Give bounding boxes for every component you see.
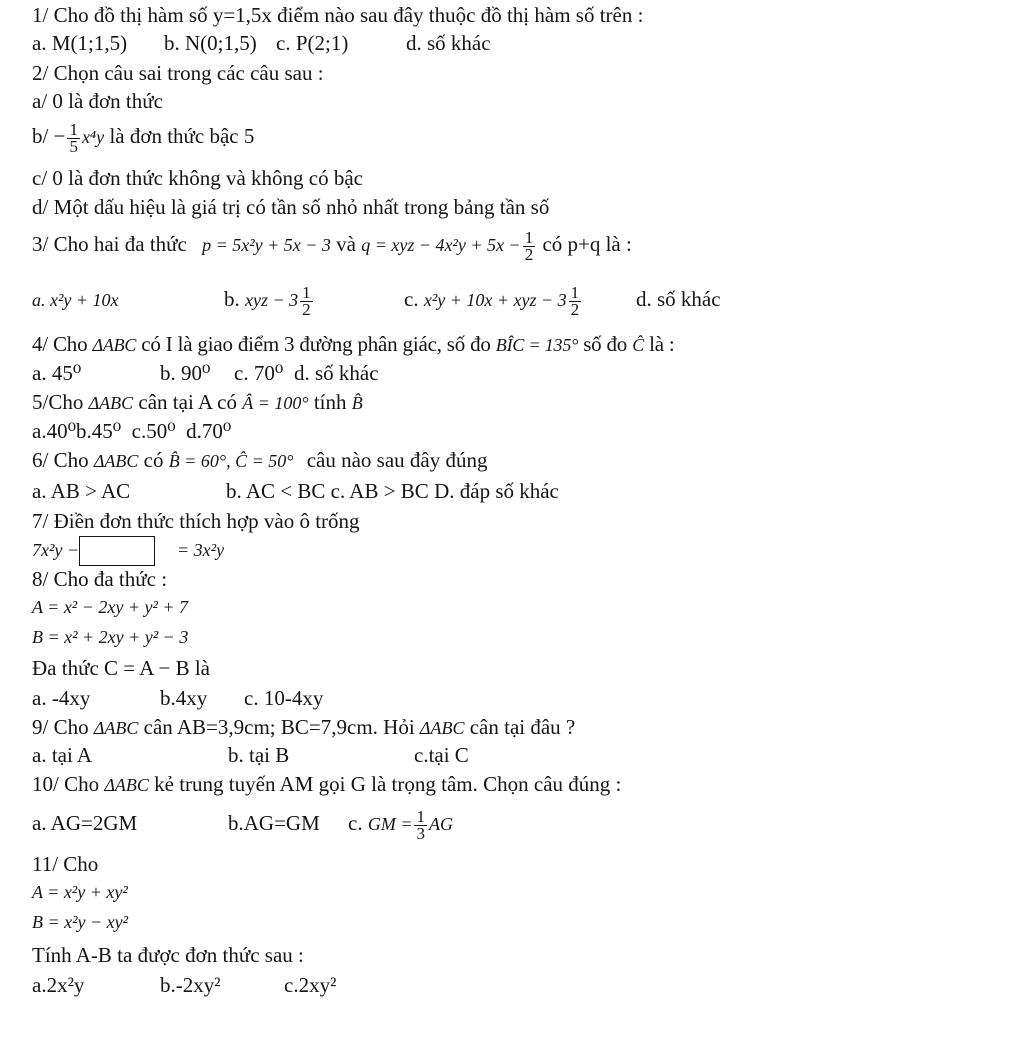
q6-text-start: 6/ Cho <box>32 448 89 472</box>
q11-ask: Tính A-B ta được đơn thức sau : <box>32 943 304 967</box>
q2-b-text: là đơn thức bậc 5 <box>109 124 255 148</box>
q7-left-expression: 7x²y − <box>32 540 80 560</box>
q5-options <box>32 418 231 444</box>
q6-angles: B̂ = 60°, Ĉ = 50° <box>168 451 294 471</box>
q8-option-b: b.4xy <box>160 686 208 710</box>
q11-options <box>32 972 336 998</box>
q10-text-start: 10/ Cho <box>32 772 100 796</box>
q10-triangle: ΔABC <box>104 775 149 795</box>
q5-text-end: tính <box>313 390 347 414</box>
q10-options <box>32 805 453 842</box>
q4-text-end: số đo <box>583 332 628 356</box>
q3-text <box>32 226 632 263</box>
q10-option-c <box>348 806 453 843</box>
q8-text: 8/ Cho đa thức : <box>32 567 168 591</box>
q2-b-expression: x⁴y <box>81 127 105 147</box>
q2-text: 2/ Chọn câu sai trong các câu sau : <box>32 61 324 85</box>
q1-options <box>32 30 491 56</box>
fraction-denominator: 3 <box>416 823 425 843</box>
q2-b-fraction <box>67 119 80 156</box>
q7-blank-box[interactable] <box>79 536 155 566</box>
q6-option-d: D. đáp số khác <box>434 479 559 503</box>
q5-triangle: ΔABC <box>88 393 134 413</box>
q9-option-c: c.tại C <box>414 743 469 767</box>
q9-text <box>32 714 575 741</box>
q10-c-fraction <box>414 806 427 843</box>
q5-text-mid: cân tại A có <box>138 390 237 414</box>
q10-c-rhs: AG <box>428 814 453 834</box>
q3-c-prefix: c. <box>404 287 419 311</box>
q4-text <box>32 331 675 358</box>
q11-polynomial-a: A = x²y + xy² <box>32 882 128 902</box>
q9-text-end: cân tại đâu ? <box>469 715 576 739</box>
q3-option-a: a. x²y + 10x <box>32 290 119 310</box>
fraction-numerator: 1 <box>416 806 425 826</box>
fraction-numerator: 1 <box>524 227 534 247</box>
q3-option-d: d. số khác <box>636 287 721 311</box>
q10-c-prefix: c. <box>348 811 363 835</box>
q9-options <box>32 742 469 768</box>
q5-angle-b: B̂ <box>351 393 363 413</box>
fraction-denominator: 2 <box>302 299 311 319</box>
q9-option-a: a. tại A <box>32 743 93 767</box>
q5-option-d: d.70⁰ <box>186 419 232 443</box>
fraction-numerator: 1 <box>570 282 580 302</box>
q6-text-mid: có <box>143 448 164 472</box>
q2-option-c: c/ 0 là đơn thức không và không có bậc <box>32 166 363 190</box>
q2-option-a: a/ 0 là đơn thức <box>32 89 163 113</box>
q8-polynomial-b: B = x² + 2xy + y² − 3 <box>32 627 189 647</box>
q5-text-start: 5/Cho <box>32 390 84 414</box>
q10-option-b: b.AG=GM <box>228 811 320 835</box>
q4-triangle: ΔABC <box>92 335 137 355</box>
q5-text <box>32 389 363 416</box>
fraction-denominator: 2 <box>524 244 534 264</box>
fraction-numerator: 1 <box>302 282 311 302</box>
q9-triangle-2: ΔABC <box>419 718 465 738</box>
q5-angle: Â = 100° <box>242 393 309 413</box>
q9-triangle: ΔABC <box>93 718 139 738</box>
q9-text-start: 9/ Cho <box>32 715 89 739</box>
q3-and: và <box>336 232 356 256</box>
q3-options <box>32 281 721 318</box>
q1-text: 1/ Cho đồ thị hàm số y=1,5x điểm nào sau đây thuộc đồ thị hàm số trên : <box>32 3 644 27</box>
q6-option-a: a. AB > AC <box>32 479 131 503</box>
q9-option-b: b. tại B <box>228 743 290 767</box>
q10-text-end: kẻ trung tuyến AM gọi G là trọng tâm. Chọn câu đúng : <box>154 772 622 796</box>
q7-right-expression: = 3x²y <box>177 540 225 560</box>
q5-option-c: c.50⁰ <box>131 419 176 443</box>
q1-option-d: d. số khác <box>406 31 491 55</box>
q8-option-a: a. -4xy <box>32 686 91 710</box>
q3-option-c <box>404 281 636 318</box>
fraction-denominator: 5 <box>69 136 78 156</box>
q3-b-expression: xyz − 3 <box>245 290 299 310</box>
q3-b-prefix: b. <box>224 287 240 311</box>
q4-angle: BÎC = 135° <box>495 335 579 355</box>
q3-text-end: có p+q là : <box>542 232 632 256</box>
q4-text-mid: có I là giao điểm 3 đường phân giác, số đo <box>141 332 491 356</box>
q11-polynomial-b: B = x²y − xy² <box>32 912 129 932</box>
q10-option-a: a. AG=2GM <box>32 811 138 835</box>
q4-option-a: a. 45⁰ <box>32 361 82 385</box>
q6-option-b: b. AC < BC <box>226 479 326 503</box>
q3-text-start: 3/ Cho hai đa thức <box>32 232 187 256</box>
q6-triangle: ΔABC <box>93 451 139 471</box>
q11-text: 11/ Cho <box>32 852 99 876</box>
q4-option-c: c. 70⁰ <box>234 361 284 385</box>
q6-text <box>32 447 487 474</box>
q2-option-b <box>32 118 254 155</box>
q3-b-fraction <box>300 282 313 319</box>
q1-option-b: b. N(0;1,5) <box>164 31 257 55</box>
q3-q-fraction <box>523 227 536 264</box>
q10-text <box>32 771 621 798</box>
q4-options <box>32 360 379 386</box>
q9-text-mid: cân AB=3,9cm; BC=7,9cm. Hỏi <box>143 715 415 739</box>
q3-c-expression: x²y + 10x + xyz − 3 <box>423 290 567 310</box>
q4-option-b: b. 90⁰ <box>160 361 211 385</box>
q10-c-lhs: GM = <box>367 814 413 834</box>
q3-option-b <box>224 281 404 318</box>
q3-q-expression: q = xyz − 4x²y + 5x − <box>361 235 521 255</box>
q6-text-end: câu nào sau đây đúng <box>306 448 488 472</box>
q7-equation <box>32 534 224 566</box>
q3-p-expression: p = 5x²y + 5x − 3 <box>202 235 331 255</box>
q5-option-b: b.45⁰ <box>76 419 122 443</box>
fraction-denominator: 2 <box>570 299 580 319</box>
q3-c-fraction <box>569 282 582 319</box>
q11-option-b: b.-2xy² <box>160 973 221 997</box>
q6-option-c: c. AB > BC <box>330 479 429 503</box>
q4-text-start: 4/ Cho <box>32 332 88 356</box>
q1-option-c: c. P(2;1) <box>276 31 349 55</box>
q6-options <box>32 478 559 504</box>
q2-b-minus: − <box>53 124 66 148</box>
q11-option-c: c.2xy² <box>284 973 337 997</box>
q4-angle-c: Ĉ <box>632 335 644 355</box>
fraction-numerator: 1 <box>69 119 78 139</box>
q2-b-prefix: b/ <box>32 124 49 148</box>
q11-option-a: a.2x²y <box>32 973 85 997</box>
q2-option-d: d/ Một dấu hiệu là giá trị có tần số nhỏ nhất trong bảng tần số <box>32 195 550 219</box>
q1-option-a: a. M(1;1,5) <box>32 31 128 55</box>
q7-text: 7/ Điền đơn thức thích hợp vào ô trống <box>32 509 360 533</box>
q8-option-c: c. 10-4xy <box>244 686 324 710</box>
q4-option-d: d. số khác <box>294 361 379 385</box>
q8-options <box>32 685 323 711</box>
q8-polynomial-a: A = x² − 2xy + y² + 7 <box>32 597 189 617</box>
q5-option-a: a.40⁰ <box>32 419 76 443</box>
q8-ask: Đa thức C = A − B là <box>32 656 210 680</box>
q4-text-end2: là : <box>649 332 675 356</box>
